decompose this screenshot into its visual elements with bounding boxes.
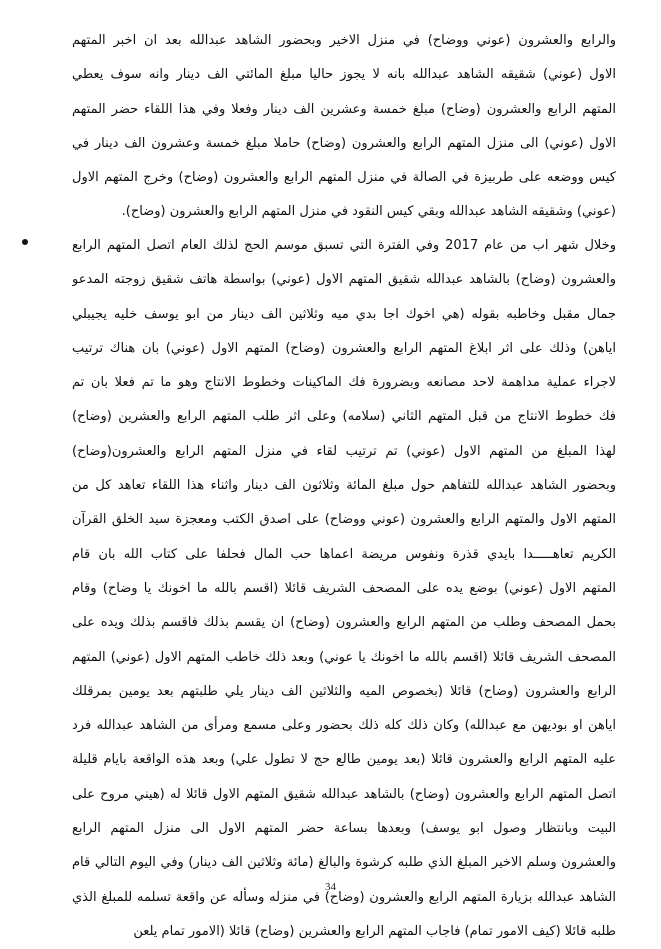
text-line: جمال مقبل وخاطبه بقوله (هي اخوك اجا بدي ميه وثلاثين الف دينار من ابو يوسف خليه يجيبلي bbox=[72, 306, 616, 322]
text-line: المتهم الرابع والعشرون (وضاح) مبلغ خمسة وعشرين الف دينار وفعلا وفي هذا اللقاء حضر المتهم bbox=[72, 101, 616, 117]
text-line: الشاهد عبدالله بزيارة المتهم الرابع والعشرون (وضاح) في منزله وسأله عن واقعة تسلمه للمبلغ الذي bbox=[72, 889, 616, 905]
text-line: كيس ووضعه على طربيزة في الصالة في منزل المتهم الرابع والعشرون (وضاح) وخرج المتهم الاول bbox=[72, 170, 616, 186]
bullet-paragraph bbox=[72, 229, 616, 949]
text-line: وبحضور الشاهد عبدالله للتفاهم حول مبلغ المائة وثلاثون الف دينار واثناء هذا اللقاء تعاهد كل من bbox=[72, 478, 616, 494]
text-line: اياهن) وذلك على اثر ابلاغ المتهم الرابع والعشرون (وضاح) المتهم الاول (عوني) بان هناك ترتيب bbox=[72, 340, 616, 356]
text-line: المصحف الشريف قائلا (اقسم بالله ما اخونك يا عوني) وبعد ذلك خاطب المتهم الاول (عوني) المتهم bbox=[72, 649, 616, 665]
text-line: لهذا المبلغ من المتهم الاول (عوني) تم ترتيب لقاء في منزل المتهم الرابع والعشرون(وضاح) bbox=[72, 443, 616, 459]
text-line: البيت وبانتظار وصول ابو يوسف) وبعدها بساعة حضر المتهم الاول الى منزل المتهم الرابع bbox=[72, 821, 616, 837]
paragraph-continuation bbox=[72, 24, 616, 230]
text-line: والرابع والعشرون (عوني ووضاح) في منزل الاخير وبحضور الشاهد عبدالله بعد ان اخبر المتهم bbox=[72, 33, 616, 48]
text-line: وخلال شهر اب من عام 2017 وفي الفترة التي تسبق موسم الحج لذلك العام اتصل المتهم الرابع bbox=[72, 238, 616, 253]
page-number: 34 bbox=[325, 881, 336, 893]
text-line: الاول (عوني) الى منزل المتهم الرابع والعشرون (وضاح) حاملا مبلغ خمسة وعشرون الف دينار في bbox=[72, 135, 616, 151]
text-line: المتهم الاول (عوني) بوضع يده على المصحف الشريف قائلا (اقسم بالله ما اخونك يا وضاح) وقام bbox=[72, 580, 616, 596]
text-line: عليه المتهم الرابع والعشرون قائلا (بعد يومين طالع حج لا تطول علي) وبعد هذه الواقعة بايام قليلة bbox=[72, 752, 616, 768]
text-line: اياهن او بوديهن مع عبدالله) وكان ذلك كله ذلك بحضور وعلى مسمع ومرأى من الشاهد عبدالله فرد bbox=[72, 718, 616, 734]
text-line: الرابع والعشرون (وضاح) قائلا (بخصوص الميه والثلاثين الف دينار يلي طلبتهم بعد يومين بمرقلك bbox=[72, 683, 616, 699]
text-line: فك خطوط الانتاج من قبل المتهم الثاني (سلامه) وعلى اثر طلب المتهم الرابع والعشرين (وضاح) bbox=[72, 409, 616, 425]
text-line: (عوني) وشقيقه الشاهد عبدالله وبقي كيس النقود في منزل المتهم الرابع والعشرون (وضاح). bbox=[121, 204, 616, 220]
text-line: المتهم الاول والمتهم الرابع والعشرون (عوني ووضاح) على اصدق الكتب ومعجزة سيد الخلق القرآن bbox=[72, 512, 616, 528]
text-line: بحمل المصحف وطلب من المتهم الرابع والعشرون (وضاح) ان يقسم بذلك فاقسم بذلك ويده على bbox=[72, 615, 616, 631]
text-line: لاجراء عملية مداهمة لاحد مصانعه وبضرورة فك الماكينات وخطوط الانتاج وهو ما تم فعلا بان تم bbox=[72, 375, 616, 391]
text-line: الكريم تعاهـــــدا بايدي قذرة ونفوس مريضة اعماها حب المال فحلفا على كتاب الله بان قام bbox=[72, 546, 616, 562]
text-line: والعشرون وسلم الاخير المبلغ الذي طلبه كرشوة والبالغ (مائة وثلاثين الف دينار) وفي اليوم التالي قام bbox=[72, 855, 616, 871]
text-line: الاول (عوني) شقيقه الشاهد عبدالله بانه لا يجوز حاليا مبلغ المائتي الف دينار وانه سوف يعطي bbox=[72, 67, 616, 83]
text-line: اتصل المتهم الرابع والعشرون (وضاح) بالشاهد عبدالله شقيق المتهم الاول قائلا له (هيني مروح على bbox=[72, 786, 616, 802]
bullet-icon bbox=[22, 239, 28, 245]
text-line: طلبه قائلا (كيف الامور تمام) فاجاب المتهم الرابع والعشرين (وضاح) قائلا (الامور تمام يلعن bbox=[133, 923, 616, 939]
text-line: والعشرون (وضاح) بالشاهد عبدالله شقيق المتهم الاول (عوني) بواسطة هاتف شقيق زوجته المدعو bbox=[72, 272, 616, 288]
